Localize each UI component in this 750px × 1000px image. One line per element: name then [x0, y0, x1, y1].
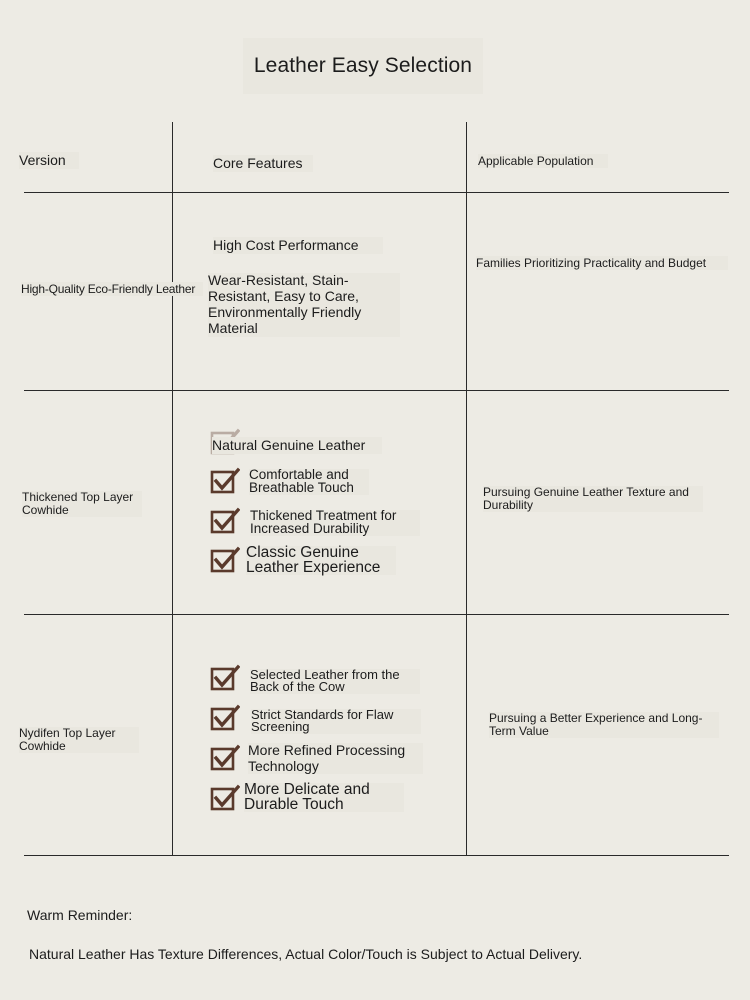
- checkbox-checked-icon: [210, 467, 240, 495]
- header-core-features: Core Features: [213, 155, 313, 172]
- row-1-feature-heading: High Cost Performance: [213, 237, 383, 254]
- reminder-label: Warm Reminder:: [27, 907, 133, 923]
- row-1-feature-text: Wear-Resistant, Stain-Resistant, Easy to Care, Environmentally Friendly Material: [208, 273, 400, 337]
- row-1-population: Families Prioritizing Practicality and Budget: [476, 256, 728, 270]
- row-3-feature-1: Selected Leather from the Back of the Cow: [250, 669, 420, 694]
- row-1-version: High-Quality Eco-Friendly Leather: [21, 282, 203, 296]
- row-2-feature-2: Thickened Treatment for Increased Durability: [250, 510, 420, 536]
- table-divider-header: [24, 192, 729, 193]
- reminder-text: Natural Leather Has Texture Differences, Actual Color/Touch is Subject to Actual Delivery.: [29, 946, 583, 962]
- checkbox-checked-icon: [210, 704, 240, 732]
- row-2-feature-3: Classic Genuine Leather Experience: [246, 546, 396, 575]
- row-3-version: Nydifen Top Layer Cowhide: [19, 727, 139, 753]
- row-3-feature-4: More Delicate and Durable Touch: [244, 783, 404, 812]
- row-2-feature-heading: Natural Genuine Leather: [212, 437, 382, 454]
- header-version: Version: [19, 152, 79, 169]
- row-3-feature-2: Strict Standards for Flaw Screening: [251, 709, 421, 734]
- row-2-feature-1: Comfortable and Breathable Touch: [249, 469, 369, 495]
- checkbox-checked-icon: [210, 507, 240, 535]
- row-3-population: Pursuing a Better Experience and Long-Term Value: [489, 712, 719, 738]
- row-2-version: Thickened Top Layer Cowhide: [22, 491, 142, 517]
- checkbox-checked-icon: [210, 546, 240, 574]
- table-divider-row-1: [24, 390, 729, 391]
- row-2-population: Pursuing Genuine Leather Texture and Durability: [483, 486, 703, 512]
- header-applicable-population: Applicable Population: [478, 154, 608, 168]
- checkbox-checked-icon: [210, 664, 240, 692]
- checkbox-checked-icon: [210, 744, 240, 772]
- checkbox-checked-icon: [210, 784, 240, 812]
- table-divider-bottom: [24, 855, 729, 856]
- table-divider-row-2: [24, 614, 729, 615]
- row-3-feature-3: More Refined Processing Technology: [248, 743, 423, 774]
- table-divider-vertical-2: [466, 122, 467, 856]
- table-divider-vertical-1: [172, 122, 173, 856]
- page-title: Leather Easy Selection: [243, 38, 483, 94]
